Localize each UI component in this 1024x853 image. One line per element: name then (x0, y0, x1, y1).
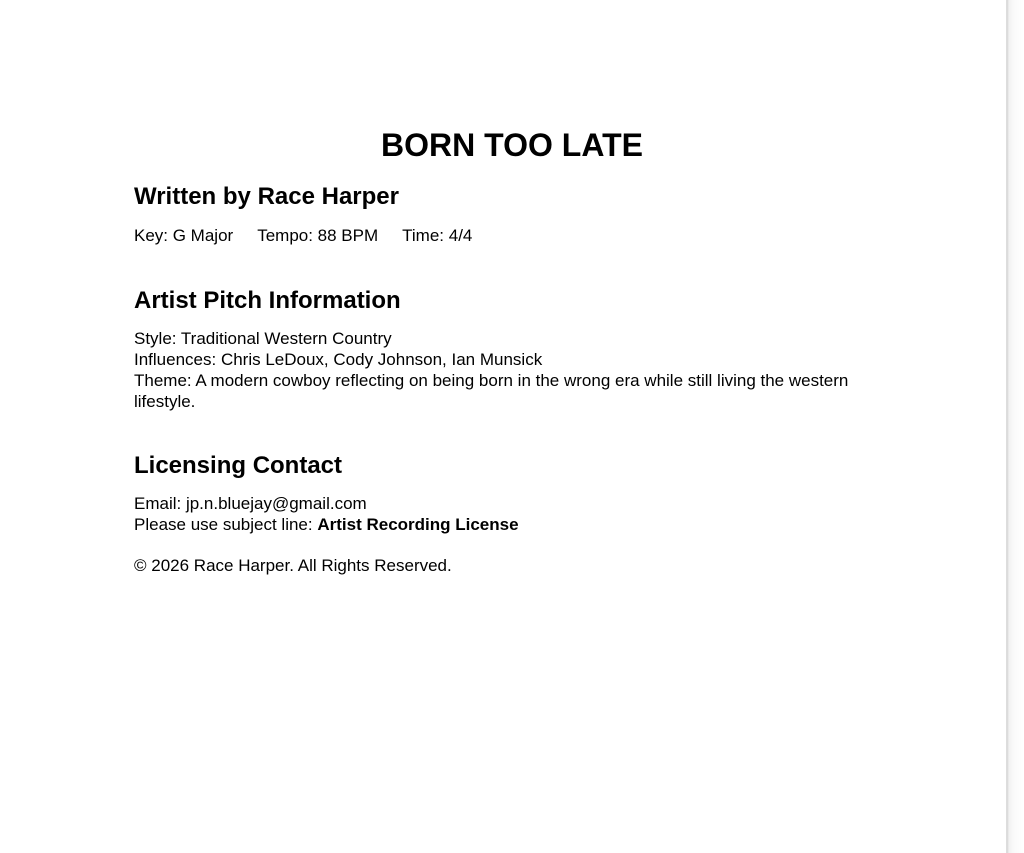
email-text: Email: jp.n.bluejay@gmail.com (134, 494, 367, 513)
song-meta-line (134, 225, 472, 246)
subject-line-value: Artist Recording License (317, 515, 519, 534)
artist-pitch-heading: Artist Pitch Information (134, 287, 401, 314)
time-signature-text: Time: 4/4 (402, 226, 473, 245)
theme-text: Theme: A modern cowboy reflecting on being born in the wrong era while still living the western lifestyle. (134, 371, 849, 411)
song-title: BORN TOO LATE (381, 127, 643, 163)
page-edge-shadow (1006, 0, 1024, 853)
subject-line-text (134, 514, 519, 535)
tempo-text: Tempo: 88 BPM (257, 226, 379, 245)
written-by-heading: Written by Race Harper (134, 183, 399, 210)
style-text: Style: Traditional Western Country (134, 329, 392, 348)
influences-text: Influences: Chris LeDoux, Cody Johnson, Ian Munsick (134, 350, 543, 369)
key-text: Key: G Major (134, 226, 234, 245)
copyright-text: © 2026 Race Harper. All Rights Reserved. (134, 556, 452, 575)
licensing-contact-heading: Licensing Contact (134, 452, 343, 479)
subject-line-prefix: Please use subject line: (134, 515, 318, 534)
